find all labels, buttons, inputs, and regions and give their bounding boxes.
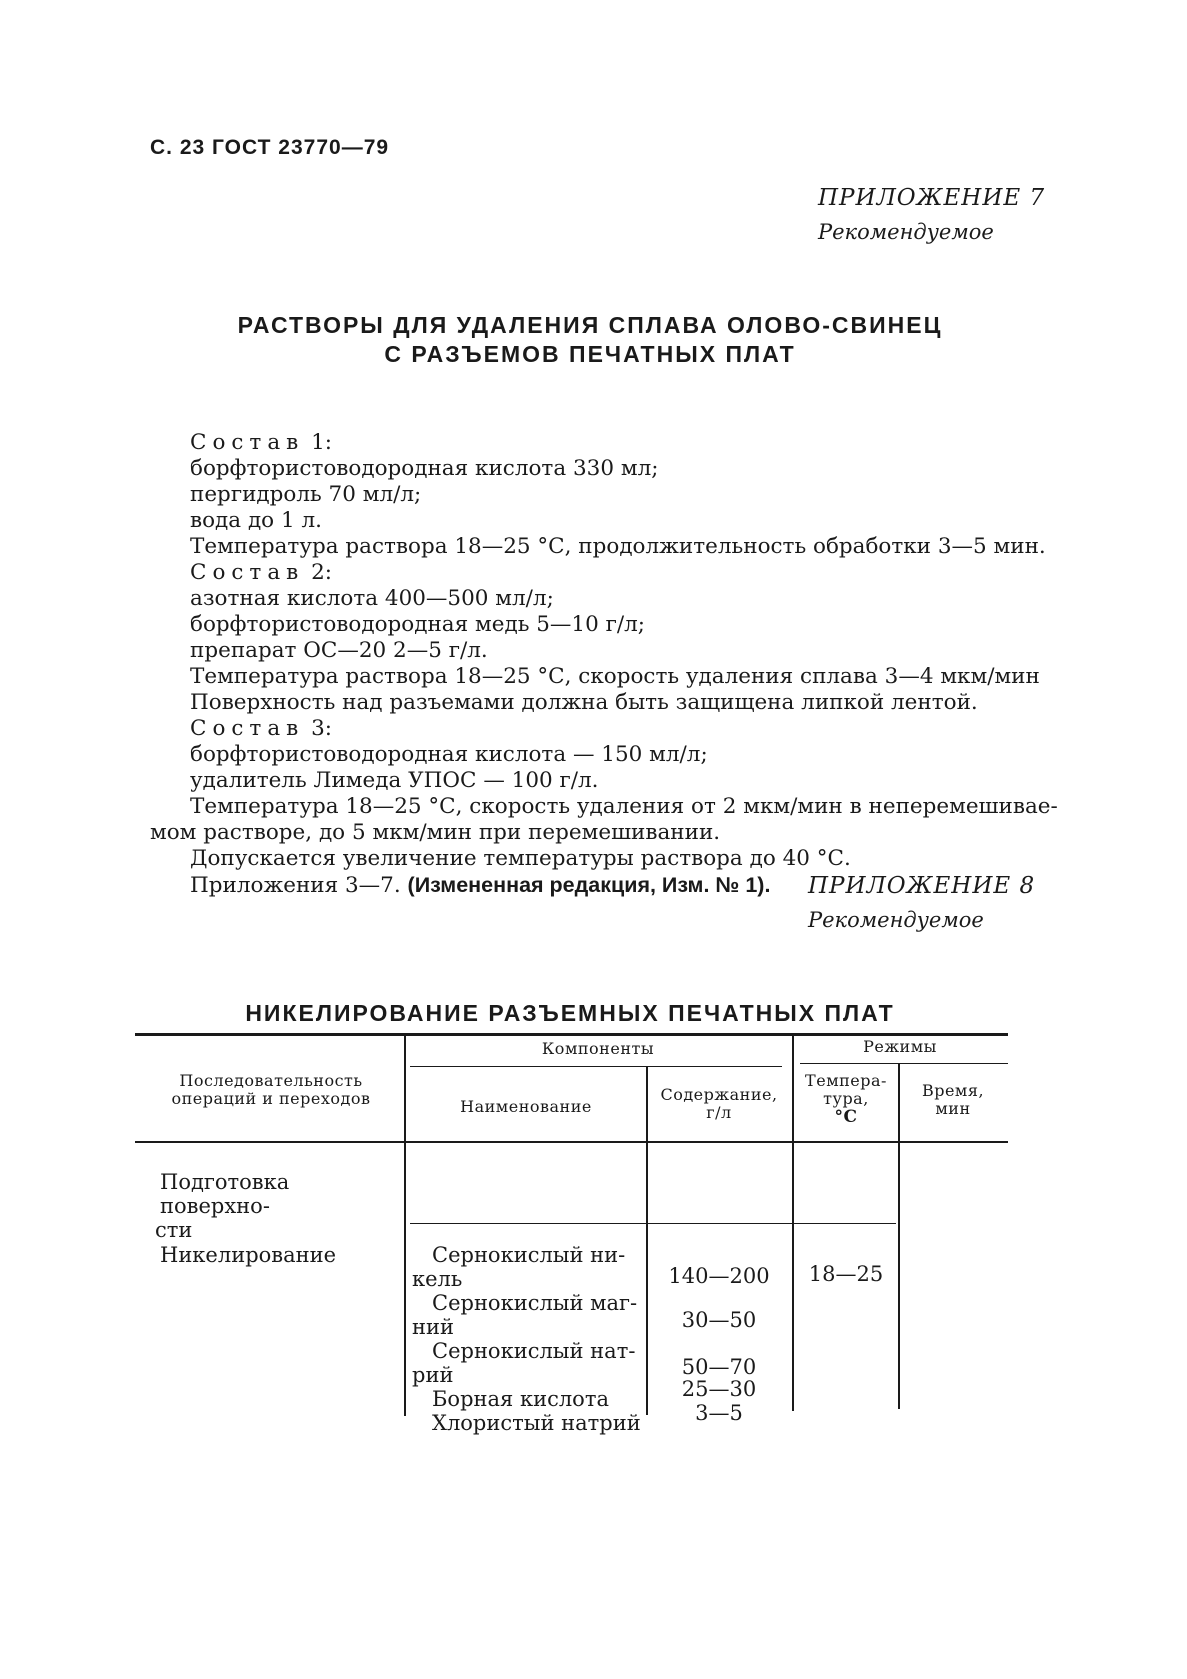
amendment-prefix: Приложения 3—7. [190, 873, 408, 898]
composition-label: Состав [190, 716, 305, 741]
text-line: борфтористоводородная кислота 330 мл; [190, 456, 659, 481]
page-header: С. 23 ГОСТ 23770—79 [150, 136, 390, 159]
component-name: Борная кислота [432, 1387, 609, 1411]
header-text: мин [935, 1099, 971, 1118]
cell-text: сти [155, 1218, 193, 1242]
header-sequence [140, 1072, 402, 1108]
composition-number: 3: [304, 716, 333, 741]
component-name: Сернокислый ни- [432, 1243, 626, 1267]
text-line: борфтористоводородная медь 5—10 г/л; [190, 612, 646, 637]
content-value: 25—30 [681, 1377, 757, 1401]
text-line: борфтористоводородная кислота — 150 мл/л; [190, 742, 708, 767]
component-name: Сернокислый маг- [432, 1291, 638, 1315]
composition-label: Состав [190, 560, 305, 585]
header-temperature [794, 1072, 898, 1126]
appendix-7-subtitle: Рекомендуемое [818, 220, 994, 244]
text-line: азотная кислота 400—500 мл/л; [190, 586, 554, 611]
header-text: Темпера- [805, 1071, 887, 1090]
header-time [900, 1082, 1006, 1118]
header-text: Последовательность [179, 1071, 363, 1090]
operation-nickel-plating: Никелирование [160, 1243, 337, 1267]
table-top-rule [135, 1033, 1008, 1036]
text-line: мом растворе, до 5 мкм/мин при перемешивании. [150, 820, 721, 845]
temperature-value: 18—25 [808, 1262, 884, 1286]
content-value: 30—50 [681, 1308, 757, 1332]
header-text: тура, [823, 1089, 869, 1108]
composition-label: Состав [190, 430, 305, 455]
header-text: г/л [706, 1103, 732, 1122]
header-name: Наименование [460, 1097, 592, 1116]
composition-2 [190, 560, 1090, 586]
text-line: Допускается увеличение температуры раствора до 40 °С. [190, 846, 851, 871]
header-modes: Режимы [863, 1037, 937, 1056]
text-line: вода до 1 л. [190, 508, 322, 533]
cell-text: Подготовка поверхно- [160, 1170, 290, 1218]
composition-number: 1: [304, 430, 333, 455]
table-rule [410, 1066, 782, 1067]
appendix-8-subtitle: Рекомендуемое [808, 908, 984, 932]
component-name: Хлористый натрий [432, 1411, 641, 1435]
text-line: Температура 18—25 °С, скорость удаления от 2 мкм/мин в неперемешивае- [190, 794, 1058, 819]
appendix-7-body [150, 430, 1090, 899]
appendix-7-heading-line2: С РАЗЪЕМОВ ПЕЧАТНЫХ ПЛАТ [384, 341, 796, 367]
component-name: рий [412, 1363, 454, 1387]
component-name: ний [412, 1315, 454, 1339]
component-name: кель [412, 1267, 463, 1291]
header-text: Время, [921, 1081, 985, 1100]
appendix-7-title: ПРИЛОЖЕНИЕ 7 [818, 185, 1046, 211]
composition-3 [190, 716, 1090, 742]
component-list [412, 1243, 644, 1435]
content-value: 3—5 [695, 1401, 743, 1425]
table-header-rule [135, 1141, 1008, 1143]
header-components: Компоненты [541, 1039, 655, 1058]
content-value: 50—70 [681, 1355, 757, 1379]
header-text: °С [834, 1107, 858, 1127]
text-line: Температура раствора 18—25 °С, продолжительность обработки 3—5 мин. [190, 534, 1046, 559]
text-line: Температура раствора 18—25 °С, скорость удаления сплава 3—4 мкм/мин [190, 664, 1040, 689]
text-line: препарат ОС—20 2—5 г/л. [190, 638, 488, 663]
appendix-8-heading: НИКЕЛИРОВАНИЕ РАЗЪЕМНЫХ ПЕЧАТНЫХ ПЛАТ [245, 1000, 895, 1026]
table-rule [410, 1223, 896, 1224]
operation-surface-prep [155, 1170, 400, 1242]
text-line: Поверхность над разъемами должна быть защищена липкой лентой. [190, 690, 978, 715]
table-column-rule [404, 1036, 406, 1416]
table-rule [800, 1063, 1008, 1064]
text-line: пергидроль 70 мл/л; [190, 482, 422, 507]
header-content [648, 1086, 790, 1122]
composition-number: 2: [304, 560, 333, 585]
text-line: удалитель Лимеда УПОС — 100 г/л. [190, 768, 599, 793]
component-name: Сернокислый нат- [432, 1339, 636, 1363]
composition-1 [190, 430, 1090, 456]
amendment-bold: (Измененная редакция, Изм. № 1). [407, 873, 771, 897]
appendix-8-title: ПРИЛОЖЕНИЕ 8 [808, 873, 1036, 899]
appendix-7-heading-line1: РАСТВОРЫ ДЛЯ УДАЛЕНИЯ СПЛАВА ОЛОВО-СВИНЕЦ [237, 312, 943, 338]
header-text: Содержание, [660, 1085, 778, 1104]
content-value: 140—200 [668, 1264, 770, 1288]
header-text: операций и переходов [171, 1089, 371, 1108]
